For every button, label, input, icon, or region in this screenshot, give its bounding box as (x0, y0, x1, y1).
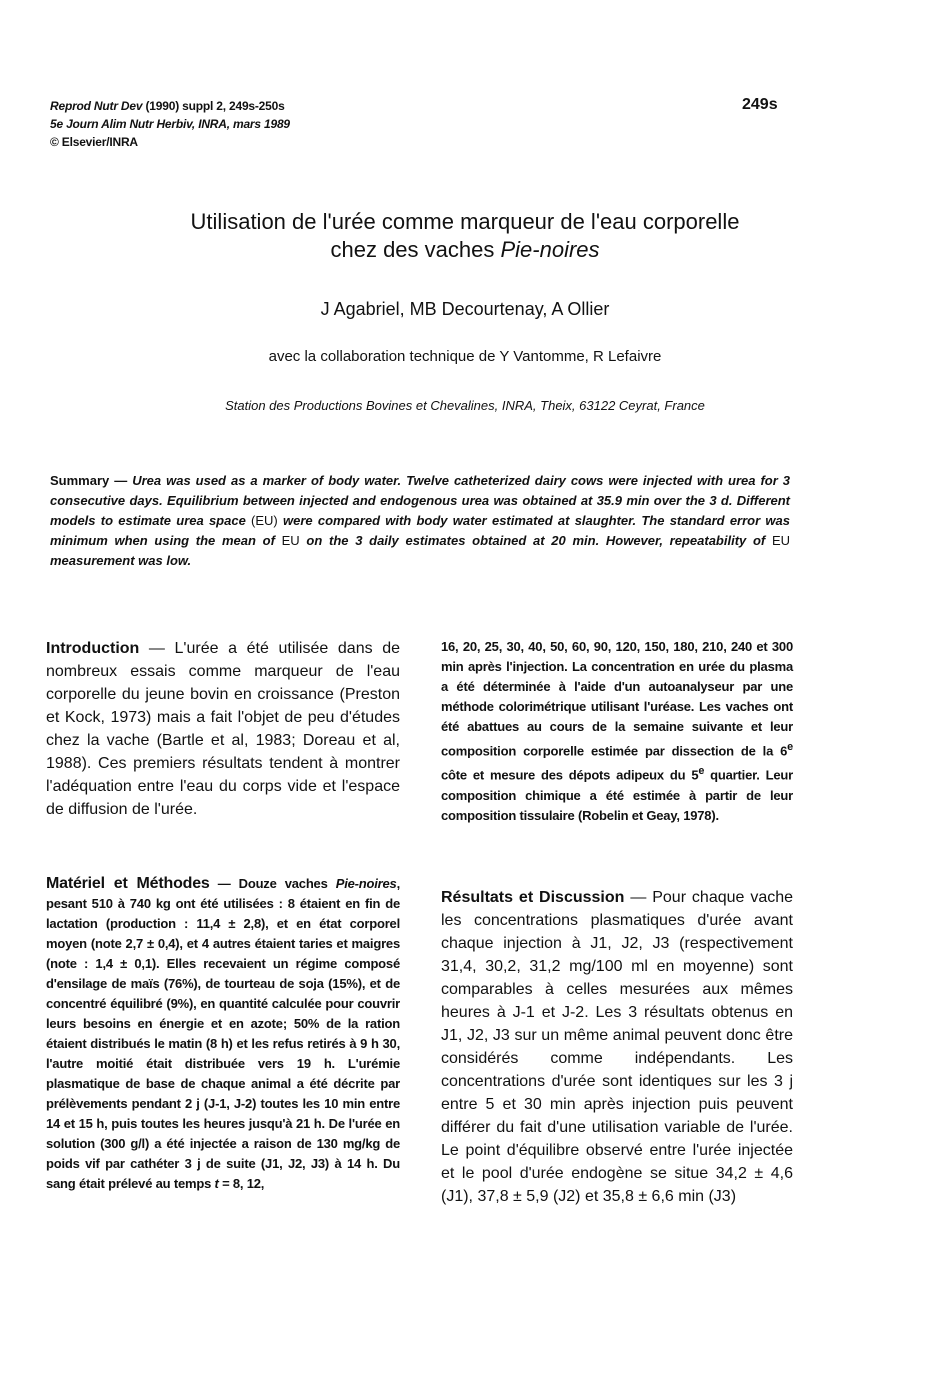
article-title (60, 208, 870, 264)
introduction-section (46, 637, 400, 821)
methods-continuation: 16, 20, 25, 30, 40, 50, 60, 90, 120, 150, 180, 210, 240 et 300 min après l'injection. La concentration en urée du plasma a été déterminée à l'aide d'un autoanalyseur par une méthode colorimétrique utilisant l'uréase. Les vaches ont été abattues au cours de la semaine suivante et leur composition corporelle estimée par dissection de la 6e côte et mesure des dépots adipeux du 5e quartier. Leur composition chimique a été estimée à partir de leur composition tissulaire (Robelin et Geay, 1978). (441, 639, 793, 823)
journal-citation (50, 98, 285, 114)
page-number: 249s (742, 96, 778, 113)
copyright-line: © Elsevier/INRA (50, 135, 138, 149)
journal-name: Reprod Nutr Dev (50, 99, 143, 113)
methods-section: Matériel et Méthodes — Douze vaches Pie-noires, pesant 510 à 740 kg ont été utilisées : 8 étaient en fin de lactation (production : 11,4 ± 2,8), et en état corporel moyen (note 2,7 ± 0,4), et 4 autres étaient taries et maigres (note : 1,4 ± 0,1). Elles recevaient un régime composé d'ensilage de maïs (76%), de tourteau de soja (15%), et de concentré équilibré (9%), en quantité calculée pour couvrir leurs besoins en énergie et en azote; 50% de la ration étaient distribués le matin (8 h) et les refus retirés à 9 h 30, l'autre moitié était distribuée vers 19 h. L'urémie plasmatique de base de chaque animal a été décrite par prélèvements pendant 2 j (J-1, J-2) toutes les 10 min entre 14 et 15 h, puis toutes les heures jusqu'à 21 h. De l'urée en solution (300 g/l) a été injectée a raison de 130 mg/kg de poids vif par cathéter 3 j de suite (J1, J2, J3) à 14 h. Du sang était prélevé au temps t = 8, 12, (46, 875, 400, 1191)
title-line-1: Utilisation de l'urée comme marqueur de l'eau corporelle (190, 209, 740, 234)
affiliation: Station des Productions Bovines et Chevalines, INRA, Theix, 63122 Ceyrat, France (225, 398, 705, 413)
author-list: J Agabriel, MB Decourtenay, A Ollier (320, 299, 610, 319)
journal-volume: (1990) suppl 2, 249s-250s (145, 99, 285, 113)
summary-label: Summary — (50, 473, 128, 488)
results-section (441, 886, 793, 1208)
results-heading: Résultats et Discussion (441, 889, 625, 906)
title-line-2: chez des vaches Pie-noires (330, 237, 600, 262)
collaboration-note: avec la collaboration technique de Y Vantomme, R Lefaivre (268, 348, 662, 365)
conference-line: 5e Journ Alim Nutr Herbiv, INRA, mars 1989 (50, 117, 290, 131)
methods-heading: Matériel et Méthodes (46, 875, 210, 892)
results-text: — Pour chaque vache les concentrations plasmatiques d'urée avant chaque injection à J1, J2, J3 (respectivement 31,4, 30,2, 31,2 mg/100 ml en moyenne) sont comparables à celles mesurées aux mêmes heures à J-1 et J-2. Les 3 résultats obtenus en J1, J2, J3 sur un même animal peuvent donc être considérés comme indépendants. Les concentrations d'urée sont identiques sur les 3 j entre 5 et 30 min après injection puis peuvent différer du fait d'une utilisation variable de l'urée. Le point d'équilibre observé entre l'urée injectée et le pool d'urée endogène se situe 34,2 ± 4,6 (J1), 37,8 ± 5,9 (J2) et 35,8 ± 6,6 min (J3) (441, 889, 794, 1205)
summary-abstract: Summary — Urea was used as a marker of body water. Twelve catheterized dairy cows were injected with urea for 3 consecutive days. Equilibrium between injected and endogenous urea was obtained at 35.9 min over the 3 d. Different models to estimate urea space (EU) were compared with body water estimated at slaughter. The standard error was minimum when using the mean of EU on the 3 daily estimates obtained at 20 min. However, repeatability of EU measurement was low. (50, 473, 790, 568)
introduction-text: — L'urée a été utilisée dans de nombreux essais comme marqueur de l'eau corporelle du jeune bovin en croissance (Preston et Kock, 1973) mais a fait l'objet de peu d'études chez la vache (Bartle et al, 1983; Doreau et al, 1988). Ces premiers résultats tendent à montrer l'adéquation entre l'eau du corps vide et l'espace de diffusion de l'urée. (46, 640, 400, 818)
introduction-heading: Introduction (46, 640, 140, 657)
